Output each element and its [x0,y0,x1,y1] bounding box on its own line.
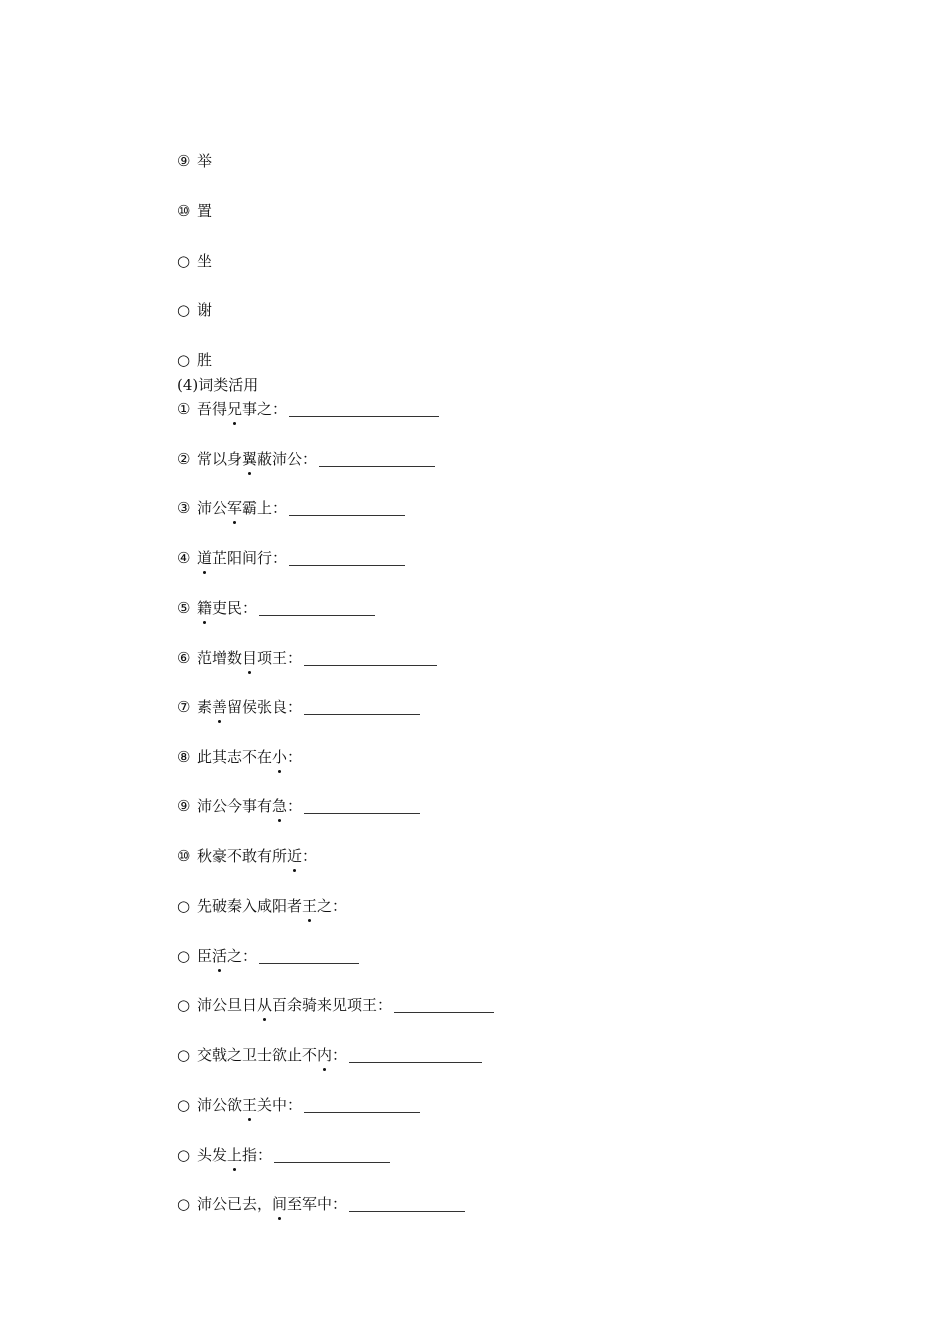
exercise-item [177,598,375,618]
item-number: ○ [177,1096,191,1114]
answer-blank[interactable] [349,1197,465,1212]
emphasized-char: 王 [302,897,318,915]
item-text: 举 [197,152,213,170]
emphasized-char: 目 [242,649,258,667]
emphasized-char: 翼 [242,450,258,468]
item-number: ⑧ [177,748,191,766]
answer-blank[interactable] [289,551,405,566]
emphasized-char: 间 [272,1195,288,1213]
exercise-item [177,946,359,966]
item-number: ⑤ [177,599,191,617]
item-number: ○ [177,1146,191,1164]
answer-blank[interactable] [304,700,420,715]
section-title: (4)词类活用 [177,376,259,394]
emphasized-char: 兄 [227,400,243,418]
item-number: ① [177,400,191,418]
emphasized-char: 急 [272,797,288,815]
item-text: 胜 [197,351,213,369]
item-text-before: 秋豪不敢有所 [197,847,288,865]
answer-blank[interactable] [394,998,494,1013]
item-text-before: 素 [197,698,213,716]
emphasized-char: 从 [257,996,273,1014]
exercise-item [177,1095,420,1115]
emphasized-char: 近 [287,847,303,865]
item-text-after: ： [287,797,303,815]
exercise-item [177,399,439,419]
item-text-before: 沛公旦日 [197,996,258,1014]
item-text-before: 常以身 [197,450,243,468]
emphasized-char: 内 [317,1046,333,1064]
item-text-after: ： [287,748,303,766]
emphasized-char: 王 [242,1096,258,1114]
exercise-item [177,498,405,518]
item-text-after: 蔽沛公： [257,450,318,468]
meaning-item [177,300,212,320]
answer-blank[interactable] [289,402,439,417]
item-number: ○ [177,1195,191,1213]
item-text-after: 项王： [257,649,303,667]
item-text-before: 吾得 [197,400,228,418]
item-text-after: ： [302,847,318,865]
item-text: 谢 [197,301,213,319]
answer-blank[interactable] [289,501,405,516]
answer-blank[interactable] [349,1048,482,1063]
item-text-after: 芷阳间行： [212,549,288,567]
item-number: ○ [177,897,191,915]
item-text-after: 霸上： [242,499,288,517]
item-text-before: 范增数 [197,649,243,667]
item-text-after: 指： [242,1146,273,1164]
emphasized-char: 籍 [197,599,213,617]
exercise-item [177,846,317,866]
item-text-after: 事之： [242,400,288,418]
item-number: ○ [177,301,191,319]
meaning-item [177,350,212,370]
item-number: ⑨ [177,797,191,815]
item-number: ○ [177,1046,191,1064]
answer-blank[interactable] [274,1148,390,1163]
item-number: ○ [177,351,191,369]
item-number: ② [177,450,191,468]
item-text-before: 交戟之卫士欲止不 [197,1046,318,1064]
item-number: ⑦ [177,698,191,716]
answer-blank[interactable] [304,1098,420,1113]
emphasized-char: 活 [212,947,228,965]
item-number: ○ [177,252,191,270]
exercise-item [177,648,437,668]
item-text-before: 沛公欲 [197,1096,243,1114]
emphasized-char: 道 [197,549,213,567]
item-text-before: 沛公已去， [197,1195,273,1213]
item-number: ○ [177,947,191,965]
meaning-item [177,151,212,171]
item-text-after: 留侯张良： [227,698,303,716]
meaning-item [177,251,212,271]
exercise-item [177,896,347,916]
item-number: ○ [177,996,191,1014]
item-text-before: 沛公 [197,499,228,517]
exercise-item [177,1145,390,1165]
exercise-item [177,1194,465,1214]
item-text-after: 百余骑来见项王： [272,996,393,1014]
item-text-after: 之： [227,947,258,965]
emphasized-char: 小 [272,748,288,766]
item-text-before: 沛公今事有 [197,797,273,815]
item-text-before: 臣 [197,947,213,965]
item-text-before: 此其志不在 [197,748,273,766]
item-number: ⑩ [177,847,191,865]
exercise-item [177,1045,482,1065]
item-number: ④ [177,549,191,567]
item-number: ⑨ [177,152,191,170]
answer-blank[interactable] [319,452,435,467]
item-text: 置 [197,202,213,220]
item-number: ⑥ [177,649,191,667]
exercise-item [177,747,302,767]
item-text-before: 头发 [197,1146,228,1164]
emphasized-char: 上 [227,1146,243,1164]
exercise-item [177,548,405,568]
exercise-item [177,697,420,717]
emphasized-char: 军 [227,499,243,517]
answer-blank[interactable] [259,949,359,964]
exercise-item [177,995,494,1015]
item-number: ⑩ [177,202,191,220]
item-text-after: 之： [317,897,348,915]
item-text-after: ： [332,1046,348,1064]
item-text: 坐 [197,252,213,270]
exercise-item [177,796,420,816]
answer-blank[interactable] [304,651,437,666]
item-text-after: 关中： [257,1096,303,1114]
answer-blank[interactable] [304,799,420,814]
meaning-item [177,201,212,221]
item-text-after: 至军中： [287,1195,348,1213]
answer-blank[interactable] [259,601,375,616]
item-text-before: 先破秦入咸阳者 [197,897,303,915]
item-number: ③ [177,499,191,517]
item-text-after: 吏民： [212,599,258,617]
emphasized-char: 善 [212,698,228,716]
exercise-item [177,449,435,469]
